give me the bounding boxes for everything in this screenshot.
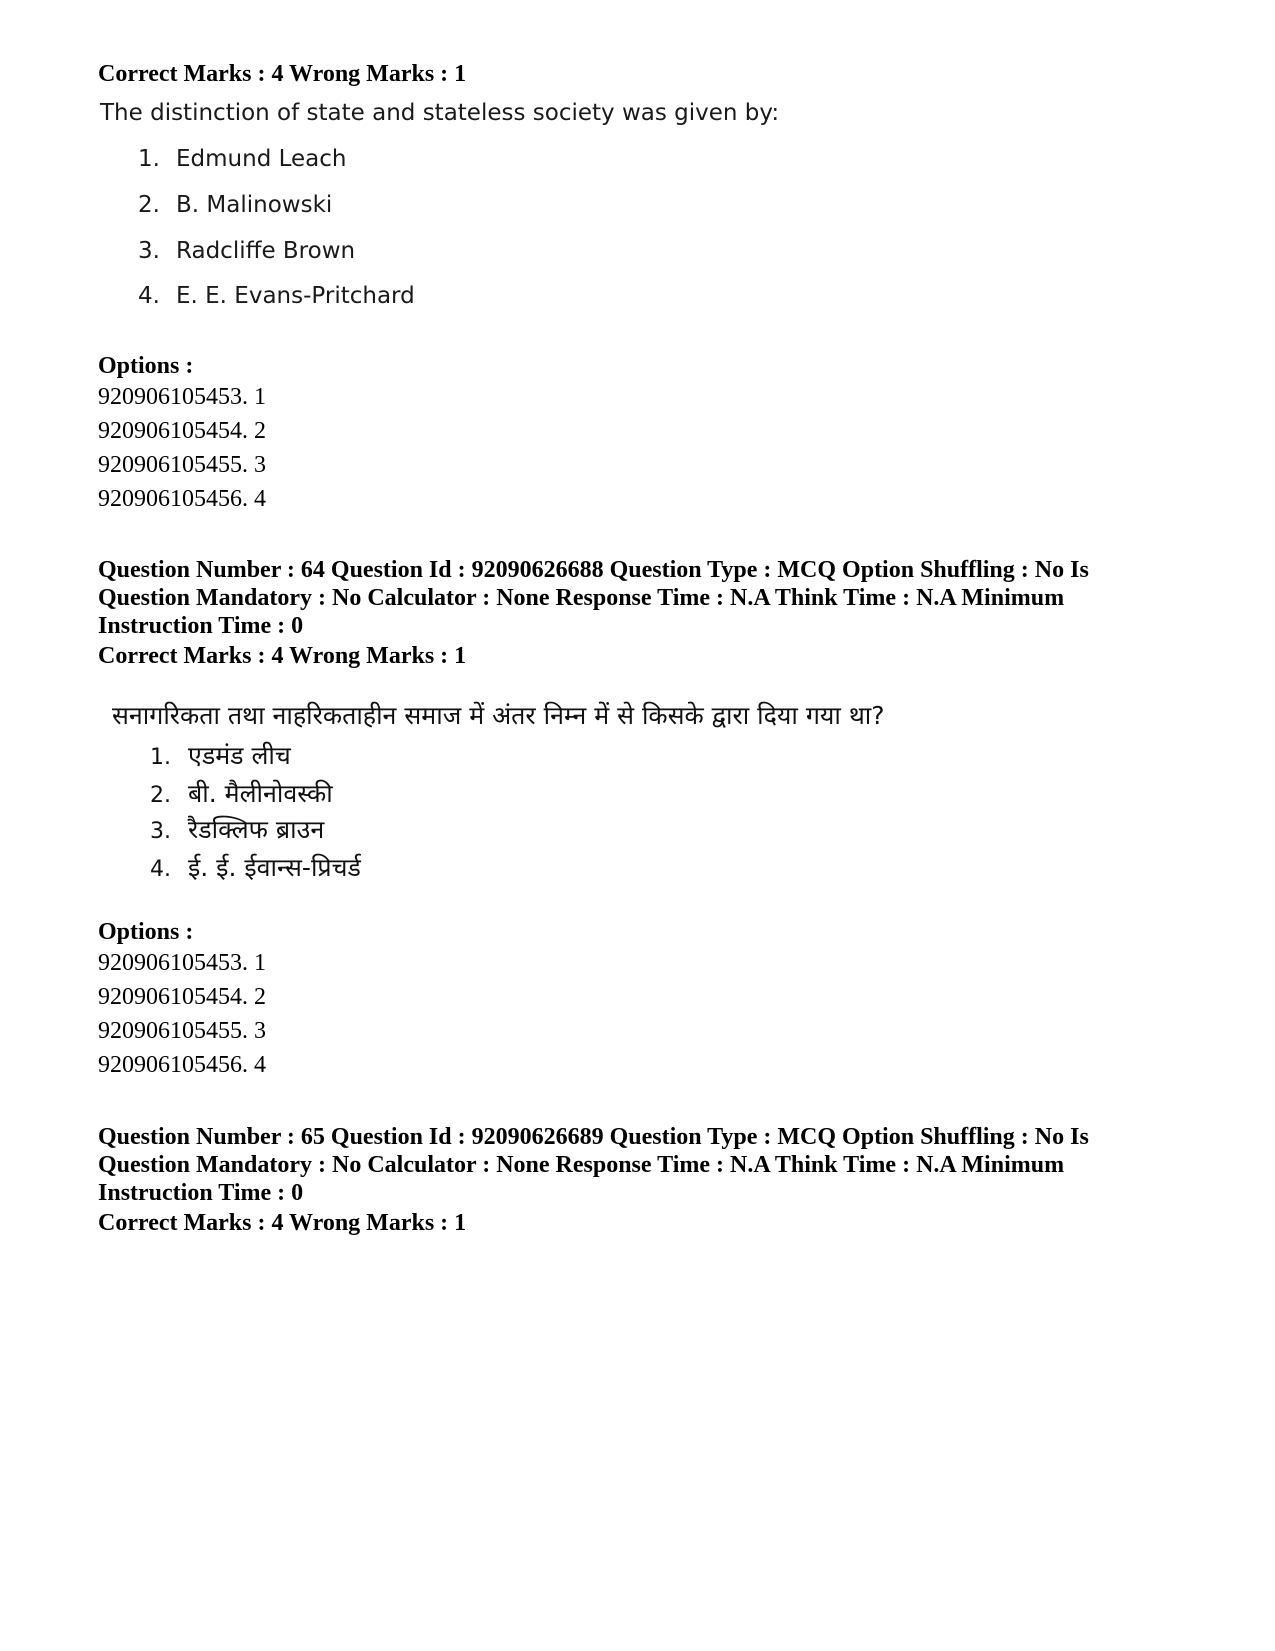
- options-label-2: Options :: [98, 919, 194, 945]
- choice-4-hindi: [150, 850, 361, 884]
- choice-number: 2.: [138, 192, 160, 218]
- choice-number: 1.: [150, 745, 171, 770]
- question-meta-64: [98, 556, 1188, 640]
- choice-number: 4.: [138, 283, 160, 309]
- option-id: 920906105453. 1: [98, 384, 266, 410]
- meta-line: Instruction Time : 0: [98, 613, 304, 639]
- marks-line-1: Correct Marks : 4 Wrong Marks : 1: [98, 61, 467, 87]
- choice-text: B. Malinowski: [176, 192, 333, 218]
- marks-line-2: Correct Marks : 4 Wrong Marks : 1: [98, 643, 467, 669]
- choice-number: 2.: [150, 783, 171, 808]
- meta-line: Question Number : 65 Question Id : 92090626689 Question Type : MCQ Option Shuffling : No Is: [98, 1124, 1089, 1150]
- meta-line: Question Number : 64 Question Id : 92090626688 Question Type : MCQ Option Shuffling : No Is: [98, 557, 1089, 583]
- choice-number: 4.: [150, 857, 171, 882]
- choice-2-english: [138, 192, 332, 218]
- choice-text: रैडक्लिफ ब्राउन: [188, 815, 325, 844]
- option-id: 920906105453. 1: [98, 950, 266, 976]
- option-id: 920906105456. 4: [98, 1052, 266, 1078]
- choice-1-english: [138, 146, 346, 172]
- option-id: 920906105454. 2: [98, 984, 266, 1010]
- choice-1-hindi: [150, 738, 291, 772]
- choice-3-english: [138, 238, 355, 264]
- choice-number: 3.: [138, 238, 160, 264]
- choice-2-hindi: [150, 776, 333, 810]
- question-text-english: The distinction of state and stateless society was given by:: [100, 100, 780, 126]
- option-id: 920906105455. 3: [98, 452, 266, 478]
- choice-4-english: [138, 283, 415, 309]
- choice-3-hindi: [150, 812, 324, 846]
- option-id: 920906105456. 4: [98, 486, 266, 512]
- options-list-2: [98, 946, 266, 1082]
- choice-text: एडमंड लीच: [188, 741, 291, 770]
- options-label-1: Options :: [98, 353, 194, 379]
- meta-line: Instruction Time : 0: [98, 1180, 304, 1206]
- choice-text: ई. ई. ईवान्स-प्रिचर्ड: [188, 853, 361, 882]
- option-id: 920906105455. 3: [98, 1018, 266, 1044]
- choice-text: बी. मैलीनोवस्की: [188, 779, 333, 808]
- meta-line: Question Mandatory : No Calculator : None Response Time : N.A Think Time : N.A Minimum: [98, 585, 1065, 611]
- question-text-hindi: सनागरिकता तथा नाहरिकताहीन समाज में अंतर निम्न में से किसके द्वारा दिया गया था?: [112, 701, 885, 730]
- option-id: 920906105454. 2: [98, 418, 266, 444]
- question-meta-65: [98, 1123, 1188, 1207]
- meta-line: Question Mandatory : No Calculator : None Response Time : N.A Think Time : N.A Minimum: [98, 1152, 1065, 1178]
- marks-line-3: Correct Marks : 4 Wrong Marks : 1: [98, 1210, 467, 1236]
- choice-number: 3.: [150, 819, 171, 844]
- choice-text: E. E. Evans-Pritchard: [176, 283, 415, 309]
- options-list-1: [98, 380, 266, 516]
- choice-text: Edmund Leach: [176, 146, 347, 172]
- choice-number: 1.: [138, 146, 160, 172]
- choice-text: Radcliffe Brown: [176, 238, 356, 264]
